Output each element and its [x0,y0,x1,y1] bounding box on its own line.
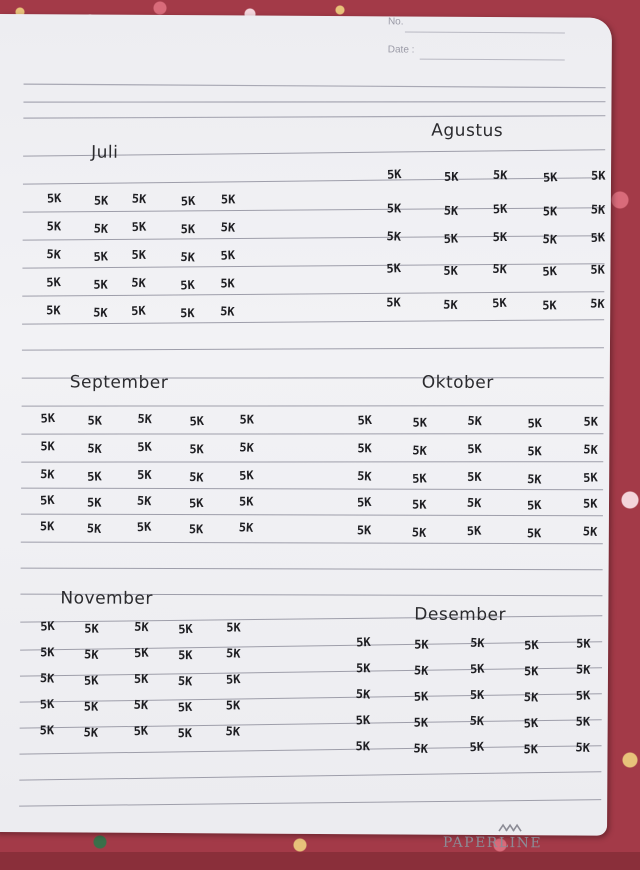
tally-mark: 5K [137,467,152,482]
tally-mark: 5K [355,661,371,676]
tally-mark: 5K [582,496,598,511]
tally-mark: 5K [467,441,483,457]
tally-mark: 5K [542,264,558,279]
month-title: Desember [414,604,507,626]
tally-mark: 5K [575,740,591,755]
tally-mark: 5K [386,201,402,216]
tally-mark: 5K [582,524,598,540]
tally-mark: 5K [589,296,606,312]
tally-mark: 5K [86,495,102,510]
tally-mark: 5K [136,519,152,535]
tally-mark: 5K [582,442,599,458]
tally-mark: 5K [239,412,255,427]
tally-mark: 5K [177,726,193,741]
month-title: Juli [91,142,119,163]
tally-mark: 5K [220,248,236,263]
ruled-line [24,84,606,88]
tally-mark: 5K [526,471,543,487]
tally-mark: 5K [136,493,152,509]
month-title: September [69,372,169,394]
header-no-label: No. [387,16,404,28]
tally-mark: 5K [188,469,205,485]
ruled-line [21,430,603,438]
tally-mark: 5K [87,413,103,428]
ruled-line [21,512,603,518]
tally-mark: 5K [180,193,196,209]
tally-mark: 5K [590,262,605,277]
ruled-line [21,566,603,572]
tally-mark: 5K [590,230,606,245]
tally-mark: 5K [356,468,373,484]
tally-mark: 5K [357,441,372,456]
tally-mark: 5K [93,193,109,208]
tally-mark: 5K [492,201,508,217]
tally-mark: 5K [219,303,236,319]
tally-mark: 5K [180,222,196,237]
tally-mark: 5K [189,413,205,429]
ruled-line [22,344,604,354]
month-title: November [60,588,153,609]
tally-mark: 5K [492,230,508,245]
ruled-line [21,486,603,492]
ruled-line [19,768,601,784]
tally-mark: 5K [443,263,458,278]
ruled-line [23,231,605,247]
tally-mark: 5K [357,412,373,428]
tally-mark: 5K [575,662,591,677]
tally-mark: 5K [542,204,558,219]
tally-mark: 5K [226,620,241,635]
tally-mark: 5K [180,249,196,265]
tally-mark: 5K [526,497,542,513]
tally-mark: 5K [220,219,236,235]
tally-mark: 5K [39,723,55,738]
ruled-line [20,687,602,706]
tally-mark: 5K [180,306,195,321]
tally-mark: 5K [542,231,558,247]
tally-mark: 5K [178,648,193,663]
tally-mark: 5K [386,167,402,182]
ruled-line [22,316,604,328]
tally-mark: 5K [355,712,371,728]
tally-mark: 5K [386,295,401,310]
tally-mark: 5K [177,699,193,715]
tally-mark: 5K [443,203,459,219]
tally-mark: 5K [411,443,428,458]
tally-mark: 5K [131,191,147,207]
tally-mark: 5K [466,495,482,511]
tally-mark: 5K [491,295,508,311]
header-date-label: Date : [387,44,415,56]
tally-mark: 5K [133,619,150,635]
tally-mark: 5K [83,725,99,740]
tally-mark: 5K [39,670,55,686]
tally-mark: 5K [238,440,255,455]
chevrons-logo-icon [498,823,522,833]
tally-mark: 5K [469,635,486,651]
tally-mark: 5K [131,219,147,235]
tally-mark: 5K [466,523,482,539]
tally-mark: 5K [225,724,241,739]
tally-mark: 5K [467,469,482,484]
ruled-line [20,661,602,680]
tally-mark: 5K [411,471,427,486]
tally-mark: 5K [469,661,485,677]
tally-mark: 5K [46,275,62,290]
tally-mark: 5K [583,414,599,429]
tally-mark: 5K [177,621,194,637]
tally-mark: 5K [189,442,204,457]
notebook-page [0,14,612,852]
tally-mark: 5K [413,741,429,756]
tally-mark: 5K [413,663,429,678]
tally-mark: 5K [40,645,55,660]
tally-mark: 5K [130,275,147,291]
tally-mark: 5K [413,715,429,730]
tally-mark: 5K [180,277,196,293]
ruled-line [22,260,604,272]
tally-mark: 5K [131,247,147,262]
tally-mark: 5K [355,739,371,754]
month-title: Agustus [431,120,504,142]
tally-mark: 5K [83,673,99,688]
ruled-line [19,739,601,758]
tally-mark: 5K [39,696,55,712]
tally-mark: 5K [46,303,61,318]
ruled-line [22,288,604,300]
tally-mark: 5K [469,713,485,729]
tally-mark: 5K [523,637,539,653]
tally-mark: 5K [356,523,372,538]
tally-mark: 5K [527,415,543,431]
tally-mark: 5K [133,723,149,739]
tally-mark: 5K [386,228,402,244]
tally-mark: 5K [469,687,485,702]
tally-mark: 5K [238,520,254,535]
tally-mark: 5K [467,413,483,429]
tally-mark: 5K [523,742,539,757]
tally-mark: 5K [93,277,108,292]
tally-mark: 5K [46,246,62,262]
tally-mark: 5K [84,621,99,636]
tally-mark: 5K [411,525,427,540]
tally-mark: 5K [133,671,149,686]
tally-mark: 5K [133,697,149,713]
tally-mark: 5K [177,673,193,689]
tally-mark: 5K [355,686,371,702]
tally-mark: 5K [443,231,459,247]
tally-mark: 5K [527,444,542,459]
tally-mark: 5K [40,439,55,454]
tally-mark: 5K [414,637,429,652]
tally-mark: 5K [526,526,542,541]
month-title: Oktober [421,372,494,394]
tally-mark: 5K [238,468,254,483]
tally-mark: 5K [133,645,149,661]
brand-name: PAPERLINE [442,834,543,852]
tally-mark: 5K [590,202,606,218]
tally-mark: 5K [355,634,371,650]
tally-mark: 5K [238,494,254,509]
tally-mark: 5K [225,672,241,687]
ruled-line [23,174,605,188]
tally-mark: 5K [137,411,153,427]
tally-mark: 5K [137,439,153,455]
ruled-line [21,540,603,546]
tally-mark: 5K [93,221,109,237]
tally-mark: 5K [130,303,146,319]
tally-mark: 5K [542,298,557,313]
tally-mark: 5K [220,276,235,291]
tally-mark: 5K [220,192,236,207]
tally-mark: 5K [83,647,99,662]
tally-mark: 5K [542,170,558,185]
ruled-line [20,713,602,732]
tally-mark: 5K [86,441,103,456]
tally-mark: 5K [523,715,539,731]
tally-mark: 5K [86,469,102,484]
tally-mark: 5K [39,492,55,508]
tally-mark: 5K [39,466,56,482]
tally-mark: 5K [492,167,508,183]
tally-mark: 5K [39,618,56,634]
tally-mark: 5K [46,191,62,206]
tally-mark: 5K [411,497,427,512]
tally-mark: 5K [492,261,508,277]
ruled-line [21,458,603,466]
tally-mark: 5K [188,522,204,537]
tally-mark: 5K [83,699,99,714]
ruled-line [20,612,602,626]
ruled-line [23,112,605,122]
tally-mark: 5K [590,168,606,183]
ruled-line [20,635,602,654]
tally-mark: 5K [523,664,539,679]
tally-mark: 5K [92,305,109,321]
tally-mark: 5K [86,521,102,536]
tally-mark: 5K [39,519,55,534]
tally-mark: 5K [575,714,591,729]
tally-mark: 5K [442,297,459,313]
tally-mark: 5K [386,261,402,276]
tally-mark: 5K [225,698,241,713]
tally-mark: 5K [575,688,591,703]
tally-mark: 5K [225,646,241,661]
tally-mark: 5K [413,689,429,704]
tally-mark: 5K [582,470,598,485]
tally-mark: 5K [469,739,485,755]
tally-mark: 5K [443,169,459,184]
tally-mark: 5K [40,410,56,426]
tally-mark: 5K [576,636,591,651]
ruled-line [22,402,604,410]
tally-mark: 5K [46,219,62,234]
tally-mark: 5K [93,249,109,264]
tally-mark: 5K [523,689,539,705]
ruled-line [19,796,601,810]
tally-mark: 5K [412,415,428,430]
tally-mark: 5K [356,494,372,510]
tally-mark: 5K [188,495,204,511]
ruled-line [23,98,605,106]
